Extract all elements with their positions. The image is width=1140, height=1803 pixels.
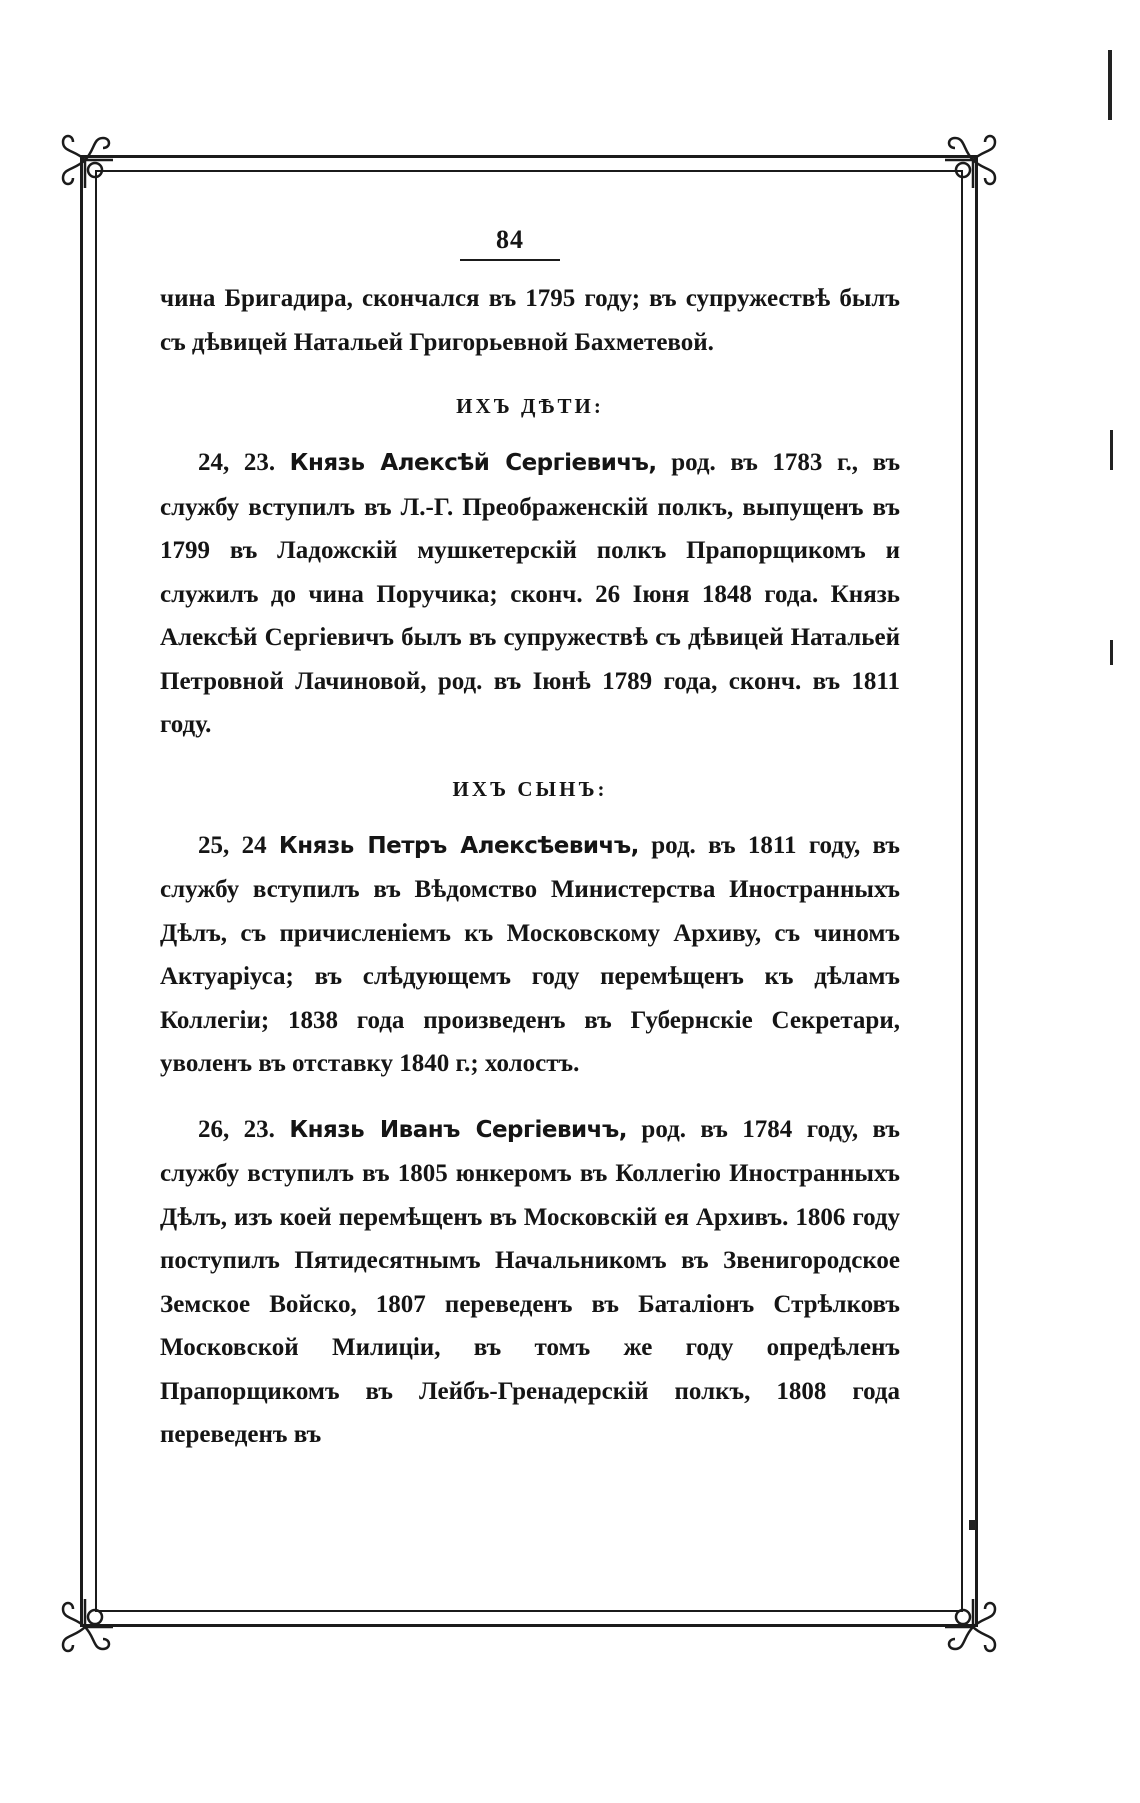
entry-number: 26, 23. [198,1115,275,1143]
person-name: Князь Иванъ Сергіевичъ, [289,1116,627,1143]
scan-mark [1110,430,1113,470]
entry-text: род. въ 1784 году, въ службу вступилъ въ 1805 юнкеромъ въ Коллегію Иностранныхъ Дѣлъ, изъ коей перемѣщенъ въ Московскій ея Архивъ. 1806 году поступилъ Пятидесятнымъ Начальникомъ въ Звенигородское Земское Войско, 1807 переведенъ въ Баталіонъ Стрѣлковъ Московской Милиціи, въ томъ же году опредѣленъ Прапорщикомъ въ Лейбъ-Гренадерскій полкъ, 1808 года переведенъ въ [160,1115,900,1448]
scan-mark [1110,640,1113,665]
corner-ornament-icon [55,1597,115,1657]
corner-ornament-icon [943,130,1003,190]
page-content [160,225,900,1457]
entry-text: род. въ 1783 г., въ службу вступилъ въ Л.-Г. Преображенскій полкъ, выпущенъ въ 1799 въ Ладожскій мушкетерскій полкъ Прапорщикомъ и служилъ до чина Поручика; сконч. 26 Іюня 1848 года. Князь Алексѣй Сергіевичъ былъ въ супружествѣ съ дѣвицей Натальей Петровной Лачиновой, род. въ Іюнѣ 1789 года, сконч. въ 1811 году. [160,449,901,738]
scan-mark [1108,50,1112,120]
page-number: 84 [460,225,560,261]
entry-number: 24, 23. [198,449,276,476]
scan-mark [969,1520,976,1530]
person-name: Князь Алексѣй Сергіевичъ, [289,450,657,476]
entry-paragraph [160,1108,900,1457]
spacer [160,1086,900,1108]
entry-paragraph [160,441,900,747]
entry-number: 25, 24 [198,831,267,859]
corner-ornament-icon [943,1597,1003,1657]
entry-paragraph [160,824,900,1086]
section-heading-children: ИХЪ ДѢТИ: [456,394,604,418]
section-heading-son: ИХЪ СЫНЪ: [452,776,608,801]
intro-paragraph: чина Бригадира, скончался въ 1795 году; въ супружествѣ былъ съ дѣвицей Натальей Григорьевной Бахметевой. [160,285,900,356]
corner-ornament-icon [55,130,115,190]
person-name: Князь Петръ Алексѣевичъ, [278,832,639,859]
entry-text: род. въ 1811 году, въ службу вступилъ въ Вѣдомство Министерства Иностранныхъ Дѣлъ, съ причисленіемъ къ Московскому Архиву, съ чиномъ Актуаріуса; въ слѣдующемъ году перемѣщенъ къ дѣламъ Коллегіи; 1838 года произведенъ въ Губернскіе Секретари, уволенъ въ отставку 1840 г.; холостъ. [160,831,900,1077]
